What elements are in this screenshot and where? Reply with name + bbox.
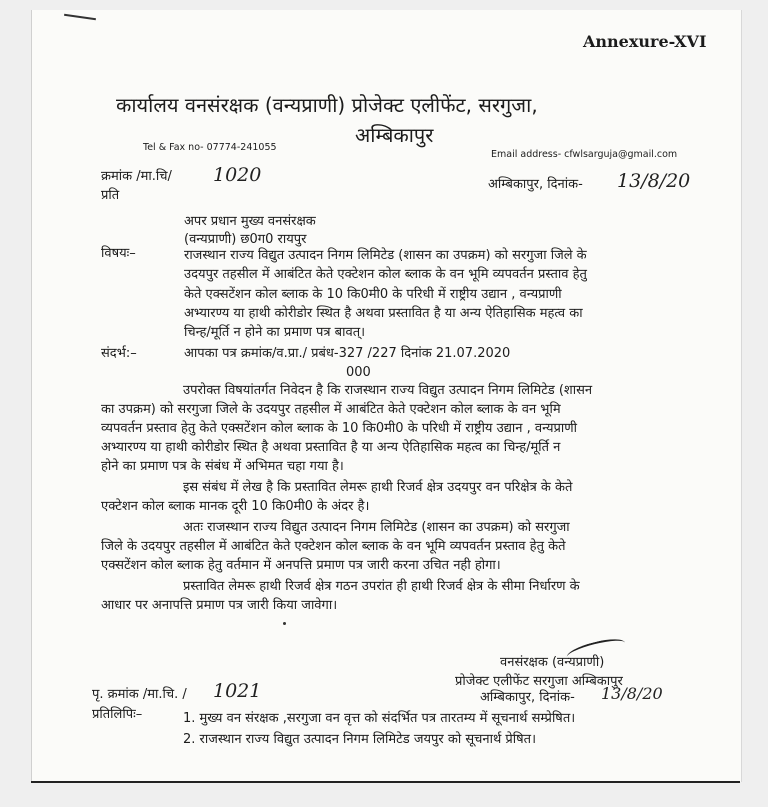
copy-item: 1. मुख्य वन संरक्षक ,सरगुजा वन वृत्त को संदर्भित पत्र तारतम्य में सूचनार्थ सम्प्रेषित।: [183, 711, 576, 726]
subject-label: विषयः–: [101, 246, 136, 261]
page-bottom-rule: [31, 781, 740, 783]
reference-label: संदर्भ:–: [101, 346, 137, 361]
endorsement-number: 1021: [213, 680, 262, 702]
kramank-label: क्रमांक /मा.चि/: [101, 169, 172, 184]
pen-mark: [283, 622, 286, 625]
office-title-line2: अम्बिकापुर: [355, 123, 434, 147]
body-line: एक्सटेंशन कोल ब्लाक हेतु वर्तमान में अनपत्ति प्रमाण पत्र जारी करना उचित नही होगा।: [101, 558, 501, 573]
prati-label: प्रति: [101, 188, 120, 203]
email-address: Email address- cfwlsarguja@gmail.com: [491, 149, 678, 160]
endorsement-kramank-label: पृ. क्रमांक /मा.चि. /: [92, 687, 187, 702]
subject-line: चिन्ह/मूर्ति न होने का प्रमाण पत्र बावत्।: [184, 325, 366, 340]
body-line: उपरोक्त विषयांतर्गत निवेदन है कि राजस्थान राज्य विद्युत उत्पादन निगम लिमिटेड (शासन: [183, 383, 593, 398]
kramank-number: 1020: [213, 164, 262, 186]
copy-item: 2. राजस्थान राज्य विद्युत उत्पादन निगम लिमिटेड जयपुर को सूचनार्थ प्रेषित।: [183, 732, 536, 747]
body-line: अभ्यारण्य या हाथी कोरीडोर स्थित है अथवा प्रस्तावित है या अन्य ऐतिहासिक महत्व का चिन्ह/मूर्ति न: [101, 440, 561, 455]
body-line: प्रस्तावित लेमरू हाथी रिजर्व क्षेत्र गठन उपरांत ही हाथी रिजर्व क्षेत्र के सीमा निर्धारण के: [183, 579, 580, 594]
body-line: आधार पर अनापत्ति प्रमाण पत्र जारी किया जावेगा।: [101, 598, 338, 613]
signature-place-date-label: अम्बिकापुर, दिनांक-: [480, 690, 575, 705]
body-line: एक्टेशन कोल ब्लाक मानक दूरी 10 कि0मी0 के अंदर है।: [101, 499, 370, 514]
body-line: का उपक्रम) को सरगुजा जिले के उदयपुर तहसील में आबंटित केते एक्टेशन कोल ब्लाक के वन भूमि: [101, 402, 561, 417]
subject-line: राजस्थान राज्य विद्युत उत्पादन निगम लिमिटेड (शासन का उपक्रम) को सरगुजा जिले के: [184, 248, 587, 263]
place-date-label: अम्बिकापुर, दिनांक-: [488, 177, 583, 192]
recipient-line2: (वन्यप्राणी) छ0ग0 रायपुर: [184, 232, 307, 247]
reference-text: आपका पत्र क्रमांक/व.प्रा./ प्रबंध-327 /227 दिनांक 21.07.2020: [184, 346, 511, 361]
tel-fax: Tel & Fax no- 07774-241055: [143, 142, 277, 153]
signature-date: 13/8/20: [601, 684, 663, 703]
copy-label: प्रतिलिपिः–: [92, 707, 143, 722]
subject-line: उदयपुर तहसील में आबंटित केते एक्टेशन कोल ब्लाक के वन भूमि व्यपवर्तन प्रस्ताव हेतु: [184, 267, 587, 282]
subject-line: केते एक्सटेंशन कोल ब्लाक के 10 कि0मी0 के परिधी में राष्ट्रीय उद्यान , वन्यप्राणी: [184, 287, 562, 302]
letter-date: 13/8/20: [617, 170, 691, 192]
annexure-label: Annexure-XVI: [583, 32, 707, 51]
body-line: जिले के उदयपुर तहसील में आबंटित केते एक्टेशन कोल ब्लाक के वन भूमि व्यपवर्तन प्रस्ताव हेतु केते: [101, 539, 566, 554]
subject-line: अभ्यारण्य या हाथी कोरीडोर स्थित है अथवा प्रस्तावित है या अन्य ऐतिहासिक महत्व का: [184, 306, 583, 321]
body-line: इस संबंध में लेख है कि प्रस्तावित लेमरू हाथी रिजर्व क्षेत्र उदयपुर वन परिक्षेत्र के केते: [183, 480, 573, 495]
recipient-line1: अपर प्रधान मुख्य वनसंरक्षक: [184, 214, 316, 229]
signatory-office: प्रोजेक्ट एलीफेंट सरगुजा अम्बिकापुर: [455, 674, 623, 689]
office-title: कार्यालय वनसंरक्षक (वन्यप्राणी) प्रोजेक्ट एलीफेंट, सरगुजा,: [116, 93, 538, 117]
body-line: होने का प्रमाण पत्र के संबंध में अभिमत चहा गया है।: [101, 459, 344, 474]
signatory-designation: वनसंरक्षक (वन्यप्राणी): [500, 655, 605, 670]
separator: 000: [346, 365, 371, 380]
body-line: अतः राजस्थान राज्य विद्युत उत्पादन निगम लिमिटेड (शासन का उपक्रम) को सरगुजा: [183, 520, 570, 535]
body-line: व्यपवर्तन प्रस्ताव हेतु केते एक्सटेंशन कोल ब्लाक के 10 कि0मी0 के परिधी में राष्ट्रीय उद्यान , वन्यप्राणी: [101, 421, 578, 436]
